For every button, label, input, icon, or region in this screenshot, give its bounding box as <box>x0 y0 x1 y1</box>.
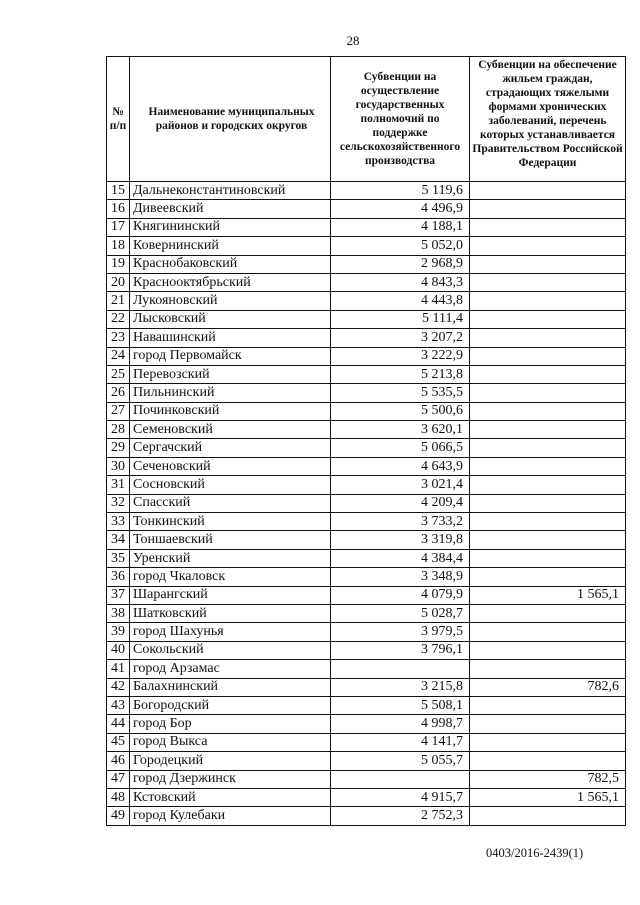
housing-subsidy-cell <box>470 200 626 218</box>
table-row <box>107 200 626 218</box>
table-row <box>107 237 626 255</box>
agri-subsidy-cell: 5 213,8 <box>331 365 470 383</box>
agri-subsidy-cell: 4 496,9 <box>331 200 470 218</box>
table-row <box>107 641 626 659</box>
row-number-cell: 47 <box>107 770 130 788</box>
district-name-cell: Княгининский <box>130 218 331 236</box>
agri-subsidy-cell: 4 209,4 <box>331 494 470 512</box>
district-name-cell: город Кулебаки <box>130 807 331 825</box>
row-number-cell: 44 <box>107 715 130 733</box>
agri-subsidy-cell: 3 207,2 <box>331 329 470 347</box>
row-number-cell: 40 <box>107 641 130 659</box>
header-agri-subsidy: Субвенции на осуществление государственных полномочий по поддержке сельскохозяйственного производства <box>331 57 470 182</box>
housing-subsidy-cell <box>470 549 626 567</box>
housing-subsidy-cell <box>470 439 626 457</box>
row-number-cell: 42 <box>107 678 130 696</box>
row-number-cell: 23 <box>107 329 130 347</box>
district-name-cell: Богородский <box>130 696 331 714</box>
row-number-cell: 16 <box>107 200 130 218</box>
district-name-cell: Сеченовский <box>130 457 331 475</box>
table-row <box>107 513 626 531</box>
row-number-cell: 27 <box>107 402 130 420</box>
district-name-cell: город Чкаловск <box>130 568 331 586</box>
row-number-cell: 21 <box>107 292 130 310</box>
table-row <box>107 273 626 291</box>
housing-subsidy-cell: 1 565,1 <box>470 788 626 806</box>
row-number-cell: 35 <box>107 549 130 567</box>
row-number-cell: 43 <box>107 696 130 714</box>
agri-subsidy-cell: 3 979,5 <box>331 623 470 641</box>
agri-subsidy-cell: 5 508,1 <box>331 696 470 714</box>
table-row <box>107 292 626 310</box>
subsidy-table <box>106 56 626 826</box>
agri-subsidy-cell: 3 222,9 <box>331 347 470 365</box>
row-number-cell: 49 <box>107 807 130 825</box>
housing-subsidy-cell <box>470 531 626 549</box>
table-row <box>107 604 626 622</box>
agri-subsidy-cell: 3 620,1 <box>331 421 470 439</box>
agri-subsidy-cell: 3 796,1 <box>331 641 470 659</box>
page-number: 28 <box>346 33 360 48</box>
table-row <box>107 531 626 549</box>
agri-subsidy-cell: 5 028,7 <box>331 604 470 622</box>
district-name-cell: Кстовский <box>130 788 331 806</box>
header-district-name: Наименование муниципальных районов и городских округов <box>130 57 331 182</box>
row-number-cell: 22 <box>107 310 130 328</box>
table-row <box>107 752 626 770</box>
table-row <box>107 807 626 825</box>
housing-subsidy-cell <box>470 310 626 328</box>
row-number-cell: 38 <box>107 604 130 622</box>
table-row <box>107 549 626 567</box>
row-number-cell: 20 <box>107 273 130 291</box>
agri-subsidy-cell: 5 119,6 <box>331 182 470 200</box>
housing-subsidy-cell <box>470 715 626 733</box>
agri-subsidy-cell: 3 319,8 <box>331 531 470 549</box>
table-row <box>107 365 626 383</box>
header-number: № п/п <box>107 57 130 182</box>
agri-subsidy-cell: 4 384,4 <box>331 549 470 567</box>
district-name-cell: Лысковский <box>130 310 331 328</box>
agri-subsidy-cell: 5 066,5 <box>331 439 470 457</box>
housing-subsidy-cell: 782,6 <box>470 678 626 696</box>
row-number-cell: 19 <box>107 255 130 273</box>
housing-subsidy-cell <box>470 696 626 714</box>
agri-subsidy-cell: 3 348,9 <box>331 568 470 586</box>
agri-subsidy-cell: 3 215,8 <box>331 678 470 696</box>
table-row <box>107 402 626 420</box>
row-number-cell: 48 <box>107 788 130 806</box>
district-name-cell: Спасский <box>130 494 331 512</box>
table-row <box>107 347 626 365</box>
agri-subsidy-cell: 3 021,4 <box>331 476 470 494</box>
housing-subsidy-cell <box>470 457 626 475</box>
housing-subsidy-cell <box>470 273 626 291</box>
district-name-cell: Перевозский <box>130 365 331 383</box>
housing-subsidy-cell <box>470 623 626 641</box>
district-name-cell: Починковский <box>130 402 331 420</box>
table-row <box>107 476 626 494</box>
housing-subsidy-cell <box>470 218 626 236</box>
row-number-cell: 30 <box>107 457 130 475</box>
agri-subsidy-cell: 4 079,9 <box>331 586 470 604</box>
housing-subsidy-cell <box>470 384 626 402</box>
district-name-cell: город Бор <box>130 715 331 733</box>
district-name-cell: Навашинский <box>130 329 331 347</box>
row-number-cell: 32 <box>107 494 130 512</box>
table-body <box>107 182 626 826</box>
row-number-cell: 37 <box>107 586 130 604</box>
district-name-cell: Семеновский <box>130 421 331 439</box>
row-number-cell: 28 <box>107 421 130 439</box>
table-row <box>107 586 626 604</box>
row-number-cell: 39 <box>107 623 130 641</box>
table-header-row <box>107 57 626 182</box>
row-number-cell: 18 <box>107 237 130 255</box>
housing-subsidy-cell <box>470 255 626 273</box>
housing-subsidy-cell <box>470 421 626 439</box>
row-number-cell: 17 <box>107 218 130 236</box>
district-name-cell: Городецкий <box>130 752 331 770</box>
district-name-cell: Уренский <box>130 549 331 567</box>
housing-subsidy-cell <box>470 733 626 751</box>
housing-subsidy-cell: 782,5 <box>470 770 626 788</box>
housing-subsidy-cell <box>470 660 626 678</box>
table-row <box>107 384 626 402</box>
housing-subsidy-cell <box>470 365 626 383</box>
district-name-cell: Тоншаевский <box>130 531 331 549</box>
row-number-cell: 34 <box>107 531 130 549</box>
housing-subsidy-cell <box>470 292 626 310</box>
document-code: 0403/2016-2439(1) <box>486 846 584 860</box>
agri-subsidy-cell: 4 915,7 <box>331 788 470 806</box>
table-row <box>107 788 626 806</box>
housing-subsidy-cell <box>470 513 626 531</box>
table-row <box>107 568 626 586</box>
district-name-cell: Сосновский <box>130 476 331 494</box>
agri-subsidy-cell: 5 055,7 <box>331 752 470 770</box>
table-row <box>107 421 626 439</box>
table-row <box>107 678 626 696</box>
agri-subsidy-cell: 4 643,9 <box>331 457 470 475</box>
table-row <box>107 623 626 641</box>
agri-subsidy-cell: 2 752,3 <box>331 807 470 825</box>
housing-subsidy-cell <box>470 604 626 622</box>
table-row <box>107 329 626 347</box>
housing-subsidy-cell: 1 565,1 <box>470 586 626 604</box>
district-name-cell: Шарангский <box>130 586 331 604</box>
district-name-cell: Сергачский <box>130 439 331 457</box>
row-number-cell: 31 <box>107 476 130 494</box>
table-row <box>107 439 626 457</box>
row-number-cell: 46 <box>107 752 130 770</box>
housing-subsidy-cell <box>470 182 626 200</box>
district-name-cell: Дивеевский <box>130 200 331 218</box>
district-name-cell: город Выкса <box>130 733 331 751</box>
table-row <box>107 660 626 678</box>
header-housing-subsidy: Субвенции на обеспечение жильем граждан, страдающих тяжелыми формами хронических заболеваний, перечень которых устанавливается Правительством Российской Федерации <box>470 57 626 182</box>
district-name-cell: Тонкинский <box>130 513 331 531</box>
table-row <box>107 457 626 475</box>
agri-subsidy-cell: 2 968,9 <box>331 255 470 273</box>
agri-subsidy-cell <box>331 770 470 788</box>
district-name-cell: Ковернинский <box>130 237 331 255</box>
district-name-cell: город Дзержинск <box>130 770 331 788</box>
table-row <box>107 733 626 751</box>
housing-subsidy-cell <box>470 641 626 659</box>
district-name-cell: Балахнинский <box>130 678 331 696</box>
district-name-cell: Краснооктябрьский <box>130 273 331 291</box>
row-number-cell: 41 <box>107 660 130 678</box>
table-row <box>107 770 626 788</box>
housing-subsidy-cell <box>470 568 626 586</box>
agri-subsidy-cell: 4 443,8 <box>331 292 470 310</box>
district-name-cell: Краснобаковский <box>130 255 331 273</box>
row-number-cell: 15 <box>107 182 130 200</box>
housing-subsidy-cell <box>470 476 626 494</box>
table-row <box>107 715 626 733</box>
table-row <box>107 494 626 512</box>
district-name-cell: Дальнеконстантиновский <box>130 182 331 200</box>
housing-subsidy-cell <box>470 752 626 770</box>
agri-subsidy-cell <box>331 660 470 678</box>
agri-subsidy-cell: 5 535,5 <box>331 384 470 402</box>
district-name-cell: город Арзамас <box>130 660 331 678</box>
housing-subsidy-cell <box>470 402 626 420</box>
agri-subsidy-cell: 4 843,3 <box>331 273 470 291</box>
housing-subsidy-cell <box>470 807 626 825</box>
table-row <box>107 218 626 236</box>
table-row <box>107 310 626 328</box>
row-number-cell: 26 <box>107 384 130 402</box>
agri-subsidy-cell: 4 188,1 <box>331 218 470 236</box>
agri-subsidy-cell: 5 052,0 <box>331 237 470 255</box>
table-row <box>107 255 626 273</box>
table-row <box>107 182 626 200</box>
agri-subsidy-cell: 5 111,4 <box>331 310 470 328</box>
row-number-cell: 36 <box>107 568 130 586</box>
district-name-cell: Пильнинский <box>130 384 331 402</box>
district-name-cell: город Шахунья <box>130 623 331 641</box>
agri-subsidy-cell: 3 733,2 <box>331 513 470 531</box>
district-name-cell: Лукояновский <box>130 292 331 310</box>
district-name-cell: город Первомайск <box>130 347 331 365</box>
housing-subsidy-cell <box>470 494 626 512</box>
district-name-cell: Шатковский <box>130 604 331 622</box>
row-number-cell: 24 <box>107 347 130 365</box>
row-number-cell: 45 <box>107 733 130 751</box>
district-name-cell: Сокольский <box>130 641 331 659</box>
agri-subsidy-cell: 4 141,7 <box>331 733 470 751</box>
agri-subsidy-cell: 4 998,7 <box>331 715 470 733</box>
table-row <box>107 696 626 714</box>
housing-subsidy-cell <box>470 237 626 255</box>
row-number-cell: 33 <box>107 513 130 531</box>
housing-subsidy-cell <box>470 329 626 347</box>
agri-subsidy-cell: 5 500,6 <box>331 402 470 420</box>
housing-subsidy-cell <box>470 347 626 365</box>
row-number-cell: 29 <box>107 439 130 457</box>
row-number-cell: 25 <box>107 365 130 383</box>
